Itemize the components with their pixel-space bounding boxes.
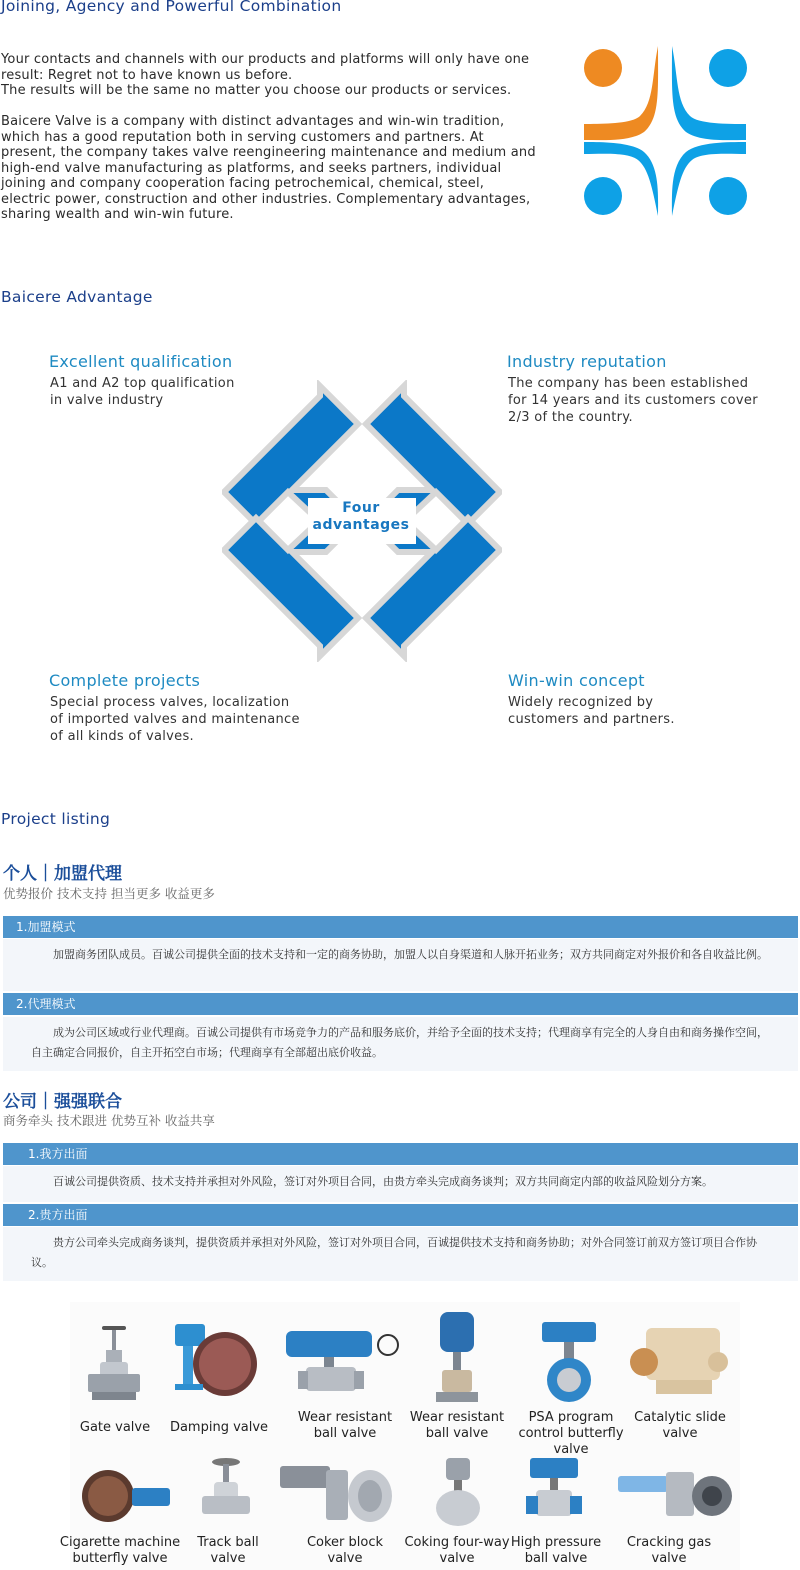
coker-block-valve-image xyxy=(278,1460,396,1526)
logo-blue-dot-top xyxy=(709,49,747,87)
advantage-title-winwin: Win-win concept xyxy=(508,671,645,690)
personal-mode1-bar: 1.加盟模式 xyxy=(3,916,798,938)
advantage-text-reputation: The company has been established for 14 years and its customers cover 2/3 of the country. xyxy=(508,376,758,425)
track-ball-valve-image xyxy=(200,1456,252,1526)
logo-blue-dot-right xyxy=(709,177,747,215)
personal-mode2-bar: 2.代理模式 xyxy=(3,993,798,1015)
cigarette-butterfly-valve-image xyxy=(80,1466,172,1524)
product-label-cracking-gas-valve: Cracking gas valve xyxy=(626,1535,712,1566)
gate-valve-image xyxy=(86,1322,142,1404)
advantage-title-projects: Complete projects xyxy=(49,671,201,690)
joining-title: Joining, Agency and Powerful Combination xyxy=(1,0,342,15)
advantage-text-qualification: A1 and A2 top qualification in valve industry xyxy=(50,376,235,408)
advantage-text-projects: Special process valves, localization of imported valves and maintenance of all kinds of valves. xyxy=(50,695,300,744)
company-subtitle: 商务牵头 技术跟进 优势互补 收益共享 xyxy=(3,1113,215,1128)
joining-paragraph-3: Baicere Valve is a company with distinct advantages and win-win tradition, which has a good reputation both in serving customers and partners. At present, the company takes valve reengineering maintenance and medium and high-end valve manufacturing as platforms, and seeks partners, individual joining and company cooperation facing petrochemical, chemical, steel, electric power, construction and other industries. Complementary advantages, sharing wealth and win-win future. xyxy=(1,114,536,222)
product-label-damping-valve: Damping valve xyxy=(169,1420,269,1435)
wear-resistant-ball-valve-image-2 xyxy=(432,1308,482,1404)
product-label-gate-valve: Gate valve xyxy=(79,1420,151,1435)
high-pressure-ball-valve-image xyxy=(522,1456,586,1528)
product-label-wear-resistant-ball-valve-1: Wear resistant ball valve xyxy=(297,1410,393,1441)
psa-butterfly-valve-image xyxy=(536,1318,602,1406)
cracking-gas-valve-image xyxy=(616,1466,734,1524)
product-label-coker-block-valve: Coker block valve xyxy=(306,1535,384,1566)
damping-valve-image xyxy=(165,1318,263,1402)
product-label-psa-butterfly-valve: PSA program control butterfly valve xyxy=(518,1410,624,1457)
four-advantages-line-1: Four xyxy=(342,500,380,516)
company-mode1-bar: 1.我方出面 xyxy=(3,1143,798,1165)
catalytic-slide-valve-image xyxy=(630,1322,728,1398)
joining-paragraph-2: The results will be the same no matter you choose our products or services. xyxy=(1,83,512,98)
company-heading: 公司｜强强联合 xyxy=(3,1092,122,1112)
personal-heading: 个人｜加盟代理 xyxy=(3,864,122,884)
personal-mode2-text: 成为公司区域或行业代理商。百诚公司提供有市场竞争力的产品和服务底价，并给予全面的技术支持；代理商享有完全的人身自由和商务操作空间，自主确定合同报价，自主开拓空白市场；代理商享有全部超出底价收益。 xyxy=(3,1017,798,1071)
product-label-wear-resistant-ball-valve-2: Wear resistant ball valve xyxy=(409,1410,505,1441)
advantage-text-winwin: Widely recognized by customers and partners. xyxy=(508,695,675,727)
joining-paragraph-1: Your contacts and channels with our products and platforms will only have one result: Regret not to have known us before. xyxy=(1,52,530,83)
four-advantages-line-2: advantages xyxy=(312,517,410,533)
coking-four-way-valve-image xyxy=(432,1456,484,1528)
personal-subtitle: 优势报价 技术支持 担当更多 收益更多 xyxy=(3,886,215,901)
wear-resistant-ball-valve-image-1 xyxy=(284,1325,402,1395)
personal-mode1-text: 加盟商务团队成员。百诚公司提供全面的技术支持和一定的商务协助，加盟人以自身渠道和人脉开拓业务；双方共同商定对外报价和各自收益比例。 xyxy=(3,939,798,991)
company-mode2-text: 贵方公司牵头完成商务谈判，提供资质并承担对外风险，签订对外项目合同，百诚提供技术支持和商务协助；对外合同签订前双方签订项目合作协议。 xyxy=(3,1227,798,1281)
product-label-catalytic-slide-valve: Catalytic slide valve xyxy=(634,1410,726,1441)
company-logo xyxy=(582,46,748,216)
advantage-title: Baicere Advantage xyxy=(1,288,153,306)
four-advantages-label xyxy=(300,500,422,534)
product-label-high-pressure-ball-valve: High pressure ball valve xyxy=(510,1535,602,1566)
company-mode2-bar: 2.贵方出面 xyxy=(3,1204,798,1226)
advantage-title-qualification: Excellent qualification xyxy=(49,352,233,371)
product-label-cigarette-butterfly-valve: Cigarette machine butterfly valve xyxy=(59,1535,181,1566)
company-mode1-text: 百诚公司提供资质、技术支持并承担对外风险，签订对外项目合同，由贵方牵头完成商务谈判；双方共同商定内部的收益风险划分方案。 xyxy=(3,1166,798,1202)
logo-orange-dot xyxy=(584,49,622,87)
advantage-title-reputation: Industry reputation xyxy=(507,352,667,371)
projects-title: Project listing xyxy=(1,810,111,828)
product-label-track-ball-valve: Track ball valve xyxy=(197,1535,259,1566)
logo-blue-dot-left xyxy=(584,177,622,215)
product-label-coking-four-way-valve: Coking four-way valve xyxy=(404,1535,510,1566)
